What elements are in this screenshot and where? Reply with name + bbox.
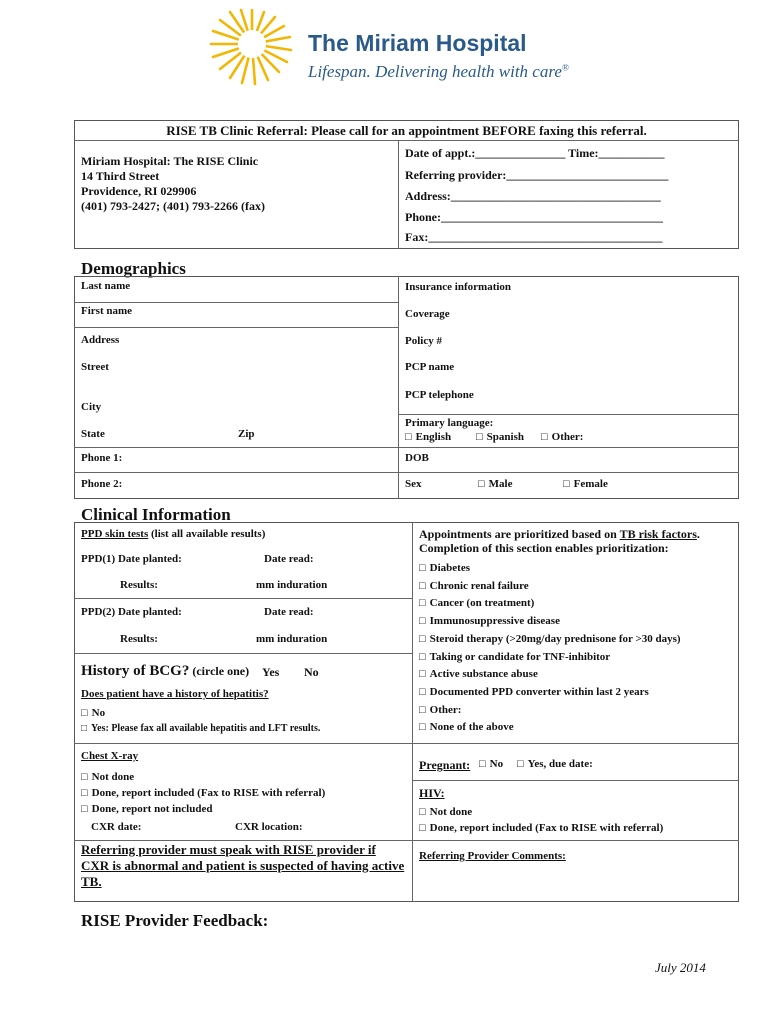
risk-renal-checkbox[interactable]: □ Chronic renal failure — [419, 578, 681, 596]
prioritization-line-2: Completion of this section enables prioritization: — [419, 541, 669, 555]
policy-label: Policy # — [405, 335, 442, 347]
risk-ppd-converter-checkbox[interactable]: □ Documented PPD converter within last 2 years — [419, 684, 681, 702]
provider-comments-label: Referring Provider Comments: — [419, 850, 566, 862]
ppd2-induration-label: mm induration — [256, 633, 328, 645]
address-label: Address — [81, 334, 120, 346]
bcg-question — [81, 662, 249, 680]
cxr-done-not-included-checkbox[interactable]: □ Done, report not included — [81, 801, 325, 817]
bcg-note: (circle one) — [189, 664, 250, 678]
risk-none-checkbox[interactable]: □ None of the above — [419, 719, 681, 737]
pregnant-label: Pregnant: — [419, 758, 471, 772]
appt-date-field[interactable]: Date of appt.:_______________ Time:___________ — [405, 146, 665, 160]
bcg-no-option[interactable]: No — [304, 665, 319, 679]
clinic-address-block — [81, 154, 265, 214]
hepatitis-no-checkbox[interactable]: □ No — [81, 707, 105, 719]
risk-other-checkbox[interactable]: □ Other: — [419, 702, 681, 720]
dob-label: DOB — [405, 452, 429, 464]
hiv-options — [419, 804, 663, 836]
first-name-label: First name — [81, 305, 133, 317]
hepatitis-question: Does patient have a history of hepatitis? — [81, 688, 269, 700]
risk-immunosuppressive-checkbox[interactable]: □ Immunosuppressive disease — [419, 613, 681, 631]
risk-steroid-checkbox[interactable]: □ Steroid therapy (>20mg/day prednisone for >30 days) — [419, 631, 681, 649]
hiv-done-included-checkbox[interactable]: □ Done, report included (Fax to RISE with referral) — [419, 820, 663, 836]
prioritization-note — [419, 527, 700, 555]
demographics-heading: Demographics — [81, 259, 186, 278]
risk-tnf-checkbox[interactable]: □ Taking or candidate for TNF-inhibitor — [419, 649, 681, 667]
registered-mark: ® — [561, 62, 569, 73]
cxr-not-done-checkbox[interactable]: □ Not done — [81, 769, 325, 785]
city-label: City — [81, 401, 102, 413]
referral-title: RISE TB Clinic Referral: Please call for an appointment BEFORE faxing this referral. — [166, 123, 647, 138]
hiv-not-done-checkbox[interactable]: □ Not done — [419, 804, 663, 820]
pregnant-no-checkbox[interactable]: □ No — [479, 758, 503, 770]
pregnant-yes-checkbox[interactable]: □ Yes, due date: — [517, 758, 593, 770]
hepatitis-yes-checkbox[interactable]: □ Yes: Please fax all available hepatitis and LFT results. — [81, 723, 320, 734]
sex-label: Sex — [405, 478, 422, 490]
ppd-note: (list all available results) — [148, 528, 266, 540]
tagline-text: Lifespan. Delivering health with care — [308, 62, 562, 81]
ppd2-date-read-label: Date read: — [264, 606, 314, 618]
prioritization-period: . — [696, 527, 700, 541]
cxr-warning: Referring provider must speak with RISE provider if CXR is abnormal and patient is suspected of having active TB. — [81, 842, 405, 889]
footer-date: July 2014 — [655, 960, 706, 975]
feedback-heading: RISE Provider Feedback: — [81, 911, 269, 930]
bcg-yes-option[interactable]: Yes — [262, 665, 280, 679]
ppd1-planted-label: PPD(1) Date planted: — [81, 553, 182, 565]
ppd1-results-label: Results: — [120, 579, 158, 591]
spanish-checkbox[interactable]: □ Spanish — [476, 431, 524, 443]
referring-provider-field[interactable]: Referring provider:___________________________ — [405, 168, 669, 182]
pcp-telephone-label: PCP telephone — [405, 389, 474, 401]
logo-tagline — [308, 62, 569, 82]
ppd1-induration-label: mm induration — [256, 579, 328, 591]
male-checkbox[interactable]: □ Male — [478, 478, 512, 490]
cxr-options — [81, 769, 325, 817]
street-label: Street — [81, 361, 109, 373]
risk-cancer-checkbox[interactable]: □ Cancer (on treatment) — [419, 595, 681, 613]
coverage-label: Coverage — [405, 308, 450, 320]
hiv-label: HIV: — [419, 786, 445, 800]
prioritization-text: Appointments are prioritized based on — [419, 527, 620, 541]
clinic-street: 14 Third Street — [81, 169, 160, 183]
ppd2-results-label: Results: — [120, 633, 158, 645]
address-field[interactable]: Address:___________________________________ — [405, 189, 661, 203]
chest-xray-title: Chest X-ray — [81, 750, 139, 762]
tb-risk-factors-link: TB risk factors — [619, 527, 697, 541]
ppd2-planted-label: PPD(2) Date planted: — [81, 606, 182, 618]
ppd-title — [81, 528, 265, 540]
prioritization-line-1 — [419, 527, 700, 541]
clinic-city: Providence, RI 029906 — [81, 184, 197, 198]
phone-field[interactable]: Phone:_____________________________________ — [405, 210, 663, 224]
logo-name: The Miriam Hospital — [308, 30, 527, 56]
risk-diabetes-checkbox[interactable]: □ Diabetes — [419, 560, 681, 578]
female-checkbox[interactable]: □ Female — [563, 478, 608, 490]
last-name-label: Last name — [81, 280, 131, 292]
phone1-label: Phone 1: — [81, 452, 123, 464]
english-checkbox[interactable]: □ English — [405, 431, 451, 443]
risk-factor-list — [419, 560, 681, 737]
sun-logo-icon — [204, 6, 300, 90]
pcp-name-label: PCP name — [405, 361, 455, 373]
state-label: State — [81, 428, 105, 440]
ppd1-date-read-label: Date read: — [264, 553, 314, 565]
other-language-checkbox[interactable]: □ Other: — [541, 431, 583, 443]
ppd-title-text: PPD skin tests — [81, 528, 149, 540]
cxr-done-included-checkbox[interactable]: □ Done, report included (Fax to RISE with referral) — [81, 785, 325, 801]
clinical-heading: Clinical Information — [81, 505, 231, 524]
clinic-name: Miriam Hospital: The RISE Clinic — [81, 154, 259, 168]
cxr-location-label: CXR location: — [235, 821, 303, 833]
phone2-label: Phone 2: — [81, 478, 123, 490]
bcg-title: History of BCG? — [81, 663, 190, 679]
clinic-phones: (401) 793-2427; (401) 793-2266 (fax) — [81, 199, 265, 213]
cxr-date-label: CXR date: — [91, 821, 142, 833]
fax-field[interactable]: Fax:_______________________________________ — [405, 230, 663, 244]
insurance-label: Insurance information — [405, 281, 512, 293]
risk-substance-checkbox[interactable]: □ Active substance abuse — [419, 666, 681, 684]
primary-language-label: Primary language: — [405, 417, 494, 429]
zip-label: Zip — [238, 428, 255, 440]
